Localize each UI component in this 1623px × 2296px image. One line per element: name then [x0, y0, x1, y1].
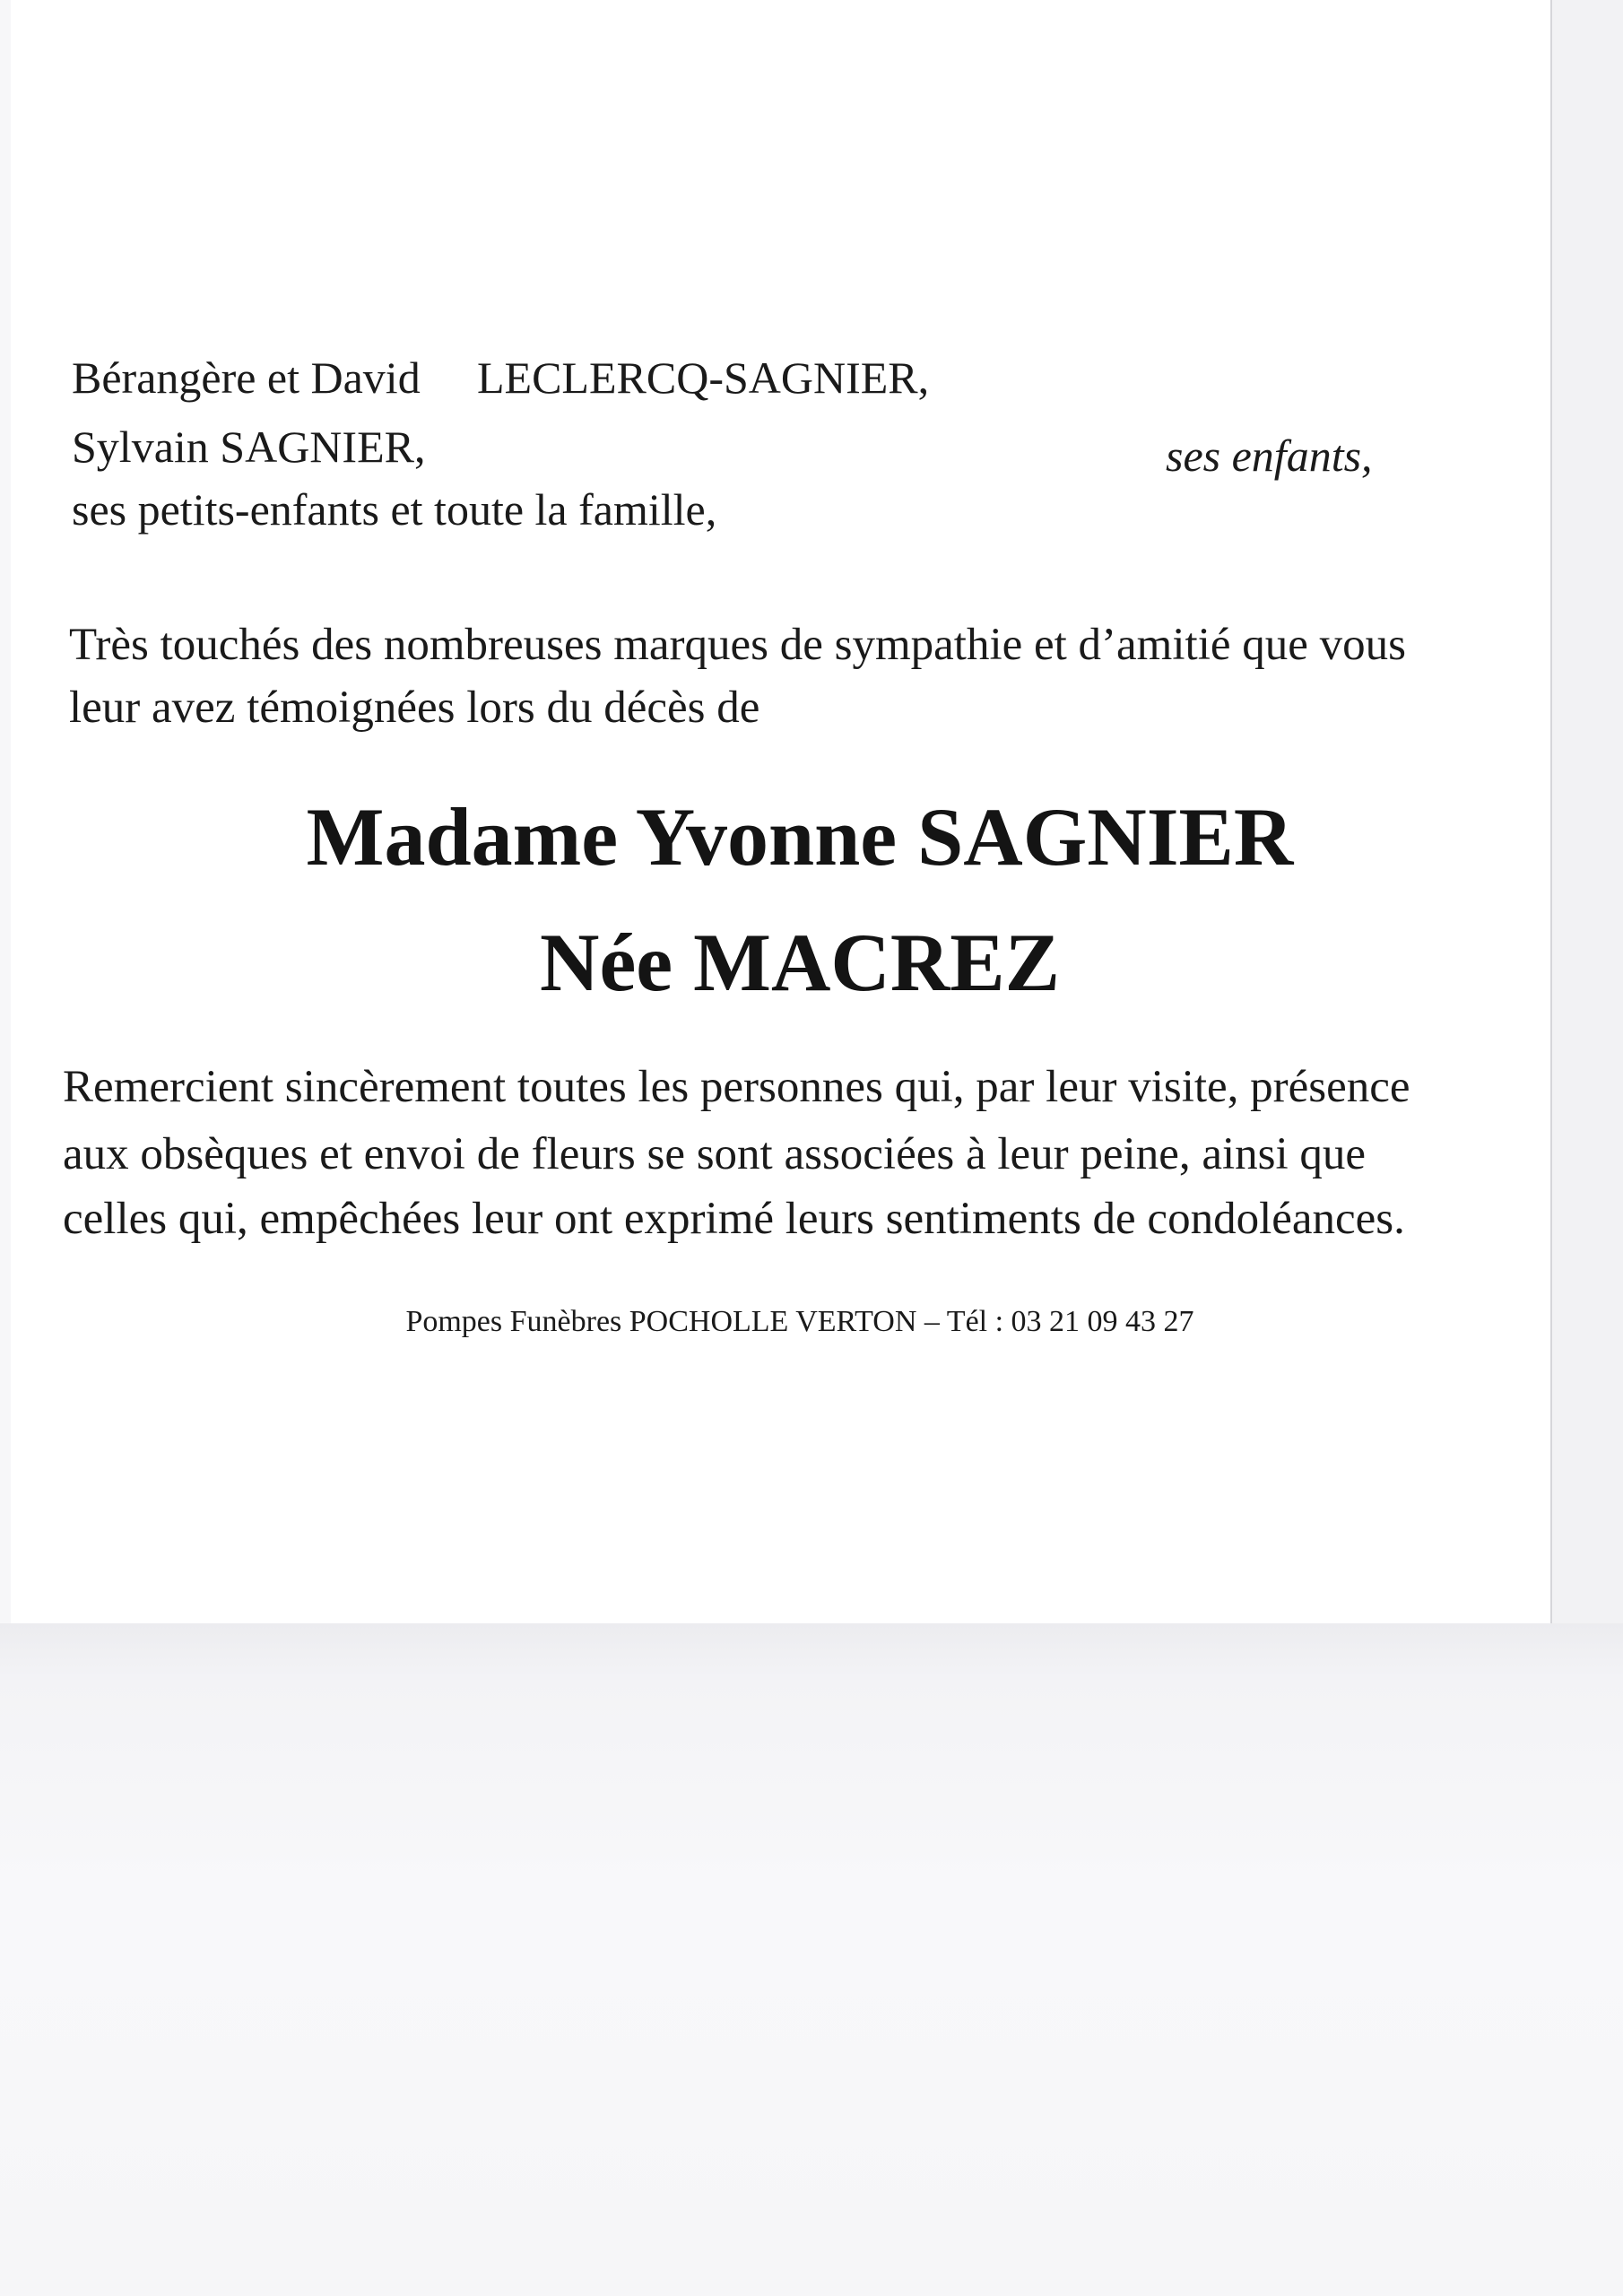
scan-blank-area [0, 1623, 1623, 2296]
deceased-maiden-name: Née MACREZ [540, 917, 1060, 1008]
family-line1-last: LECLERCQ-SAGNIER, [477, 352, 930, 403]
family-line3: ses petits-enfants et toute la famille, [72, 484, 717, 535]
thanks-line3: celles qui, empêchées leur ont exprimé leurs sentiments de condoléances. [63, 1194, 1405, 1244]
funeral-home-footer: Pompes Funèbres POCHOLLE VERTON – Tél : 03 21 09 43 27 [405, 1305, 1194, 1338]
family-line2: Sylvain SAGNIER, [72, 422, 426, 472]
deceased-name: Madame Yvonne SAGNIER [306, 791, 1294, 883]
family-line1-first: Bérangère et David [72, 352, 421, 403]
thanks-line1: Remercient sincèrement toutes les personnes qui, par leur visite, présence [63, 1062, 1410, 1112]
notice-paper [11, 0, 1556, 1623]
intro-line2: leur avez témoignées lors du décès de [69, 683, 760, 733]
family-role: ses enfants, [1166, 430, 1373, 481]
intro-line1: Très touchés des nombreuses marques de sympathie et d’amitié que vous [69, 620, 1406, 670]
thanks-line2: aux obsèques et envoi de fleurs se sont associées à leur peine, ainsi que [63, 1129, 1367, 1179]
